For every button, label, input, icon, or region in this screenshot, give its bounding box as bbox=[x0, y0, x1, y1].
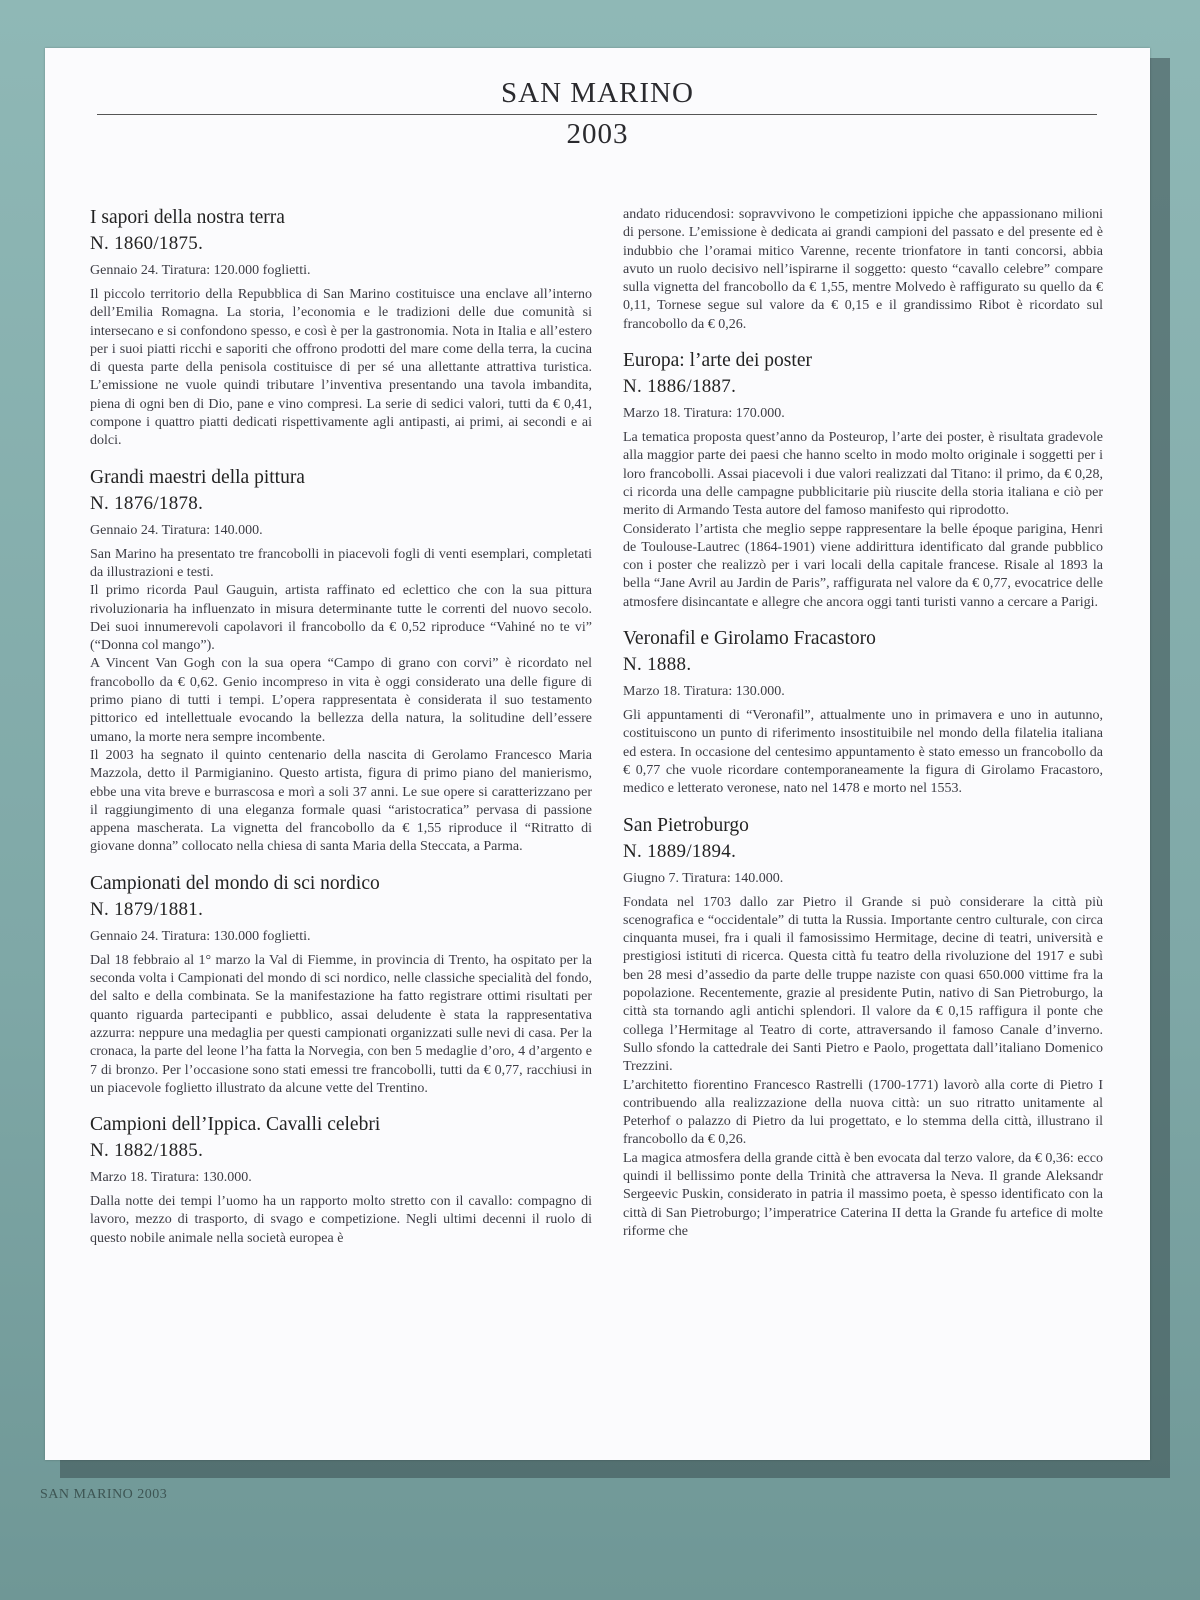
page-title: SAN MARINO bbox=[501, 77, 694, 109]
article-paragraph: La magica atmosfera della grande città è ben evocata dal terzo valore, da € 0,36: ecco quindi il bellissimo ponte della Trinità che attraversa la Neva. Il grande Aleksandr Sergeevic Puskin, considerato in patria il massimo poeta, è spesso identificato con la città di San Pietroburgo; l’imperatrice Caterina II detta la Grande fu artefice di molte riforme che bbox=[623, 1150, 1103, 1239]
page-footer: SAN MARINO 2003 bbox=[40, 1487, 168, 1502]
album-page bbox=[45, 48, 1150, 1460]
catalogue-number: N. 1860/1875. bbox=[90, 233, 204, 254]
issue-info: Gennaio 24. Tiratura: 140.000. bbox=[90, 522, 263, 538]
article-paragraph: Il 2003 ha segnato il quinto centenario della nascita di Gerolamo Francesco Maria Mazzola, detto il Parmigianino. Questo artista, figura di primo piano del manierismo, ebbe una vita breve e burrascosa e morì a soli 37 anni. Le sue opere si caratterizzano per il raggiungimento di una eleganza formale quasi “aristocratica” pervasa di passione appena mascherata. La vignetta del francobollo da € 1,55 riproduce il “Ritratto di giovane donna” collocato nella chiesa di santa Maria della Steccata, a Parma. bbox=[90, 747, 592, 855]
article-paragraph: Considerato l’artista che meglio seppe rappresentare la belle époque parigina, Henri de Toulouse-Lautrec (1864-1901) viene addirittura identificato dal grande pubblico con i poster che realizzò per i vari locali della capitale francese. Risale al 1893 la bella “Jane Avril au Jardin de Paris”, raffigurata nel valore da € 0,77, evocatrice delle atmosfere disincantate e allegre che ancora oggi tanti turisti vanno a cercare a Parigi. bbox=[623, 521, 1103, 610]
article-paragraph: La tematica proposta quest’anno da Posteurop, l’arte dei poster, è risultata gradevole alla maggior parte dei paesi che hanno scelto in modo molto originale i soggetti per i loro francobolli. Assai piacevoli i due valori realizzati dal Titano: il primo, da € 0,28, ci ricorda una delle campagne pubblicitarie più riuscite della storia italiana e ciò per merito di Armando Testa autore del famoso manifesto qui riprodotto. bbox=[623, 430, 1103, 519]
article-title: Campioni dell’Ippica. Cavalli celebri bbox=[90, 1114, 381, 1136]
article-sapori bbox=[90, 205, 592, 451]
right-column bbox=[623, 206, 1103, 1255]
article-title: I sapori della nostra terra bbox=[90, 207, 285, 228]
article-title: Grandi maestri della pittura bbox=[90, 466, 305, 488]
article-sci-nordico bbox=[90, 871, 592, 1098]
article-paragraph: Fondata nel 1703 dallo zar Pietro il Grande si può considerare la città più scenografica e “occidentale” di tutta la Russia. Importante centro culturale, con circa cinquanta musei, fra i quali il famosissimo Hermitage, decine di teatri, università e prestigiosi istituti di ricerca. Questa città fu teatro della rivoluzione del 1917 e subì ben 28 mesi d’assedio da parte delle truppe naziste con quasi 650.000 vittime fra la popolazione. Recentemente, grazie al presidente Putin, nativo di San Pietroburgo, la città sta tornando agli antichi splendori. Il valore da € 0,15 raffigura il ponte che collega l’Hermitage al Teatro di corte, attraversando il famoso Canale d’inverno. Sullo sfondo la cattedrale dei Santi Pietro e Paolo, progettata dall’italiano Domenico Trezzini. bbox=[623, 894, 1103, 1075]
catalogue-number: N. 1888. bbox=[623, 654, 692, 676]
issue-info: Marzo 18. Tiratura: 170.000. bbox=[623, 406, 785, 422]
article-title: Campionati del mondo di sci nordico bbox=[90, 872, 380, 894]
article-title: San Pietroburgo bbox=[623, 814, 749, 836]
article-paragraph: andato riducendosi: sopravvivono le competizioni ippiche che appassionano milioni di persone. L’emissione è dedicata ai grandi campioni del passato e del presente ed è indubbio che l’oramai mitico Varenne, recente trionfatore in tanti concorsi, abbia avuto un ruolo decisivo nell’ispirarne il soggetto: questo “cavallo celebre” compare sulla vignetta del francobollo da € 1,55, mentre Molvedo è raffigurato su quello da € 0,11, Tornese segue sul valore da € 0,15 e il grandissimo Ribot è ricordato sul francobollo da € 0,26. bbox=[623, 207, 1103, 332]
issue-info: Gennaio 24. Tiratura: 120.000 foglietti. bbox=[90, 263, 311, 278]
article-paragraph: Dal 18 febbraio al 1° marzo la Val di Fiemme, in provincia di Trento, ha ospitato per la seconda volta i Campionati del mondo di sci nordico, nelle classiche specialità del fondo, del salto e della combinata. Se la manifestazione ha fatto registrare ottimi risultati per quanto riguarda partecipanti e pubblico, assai deludente è stata la rappresentativa azzurra: neppure una medaglia per questi campionati organizzati sulle nevi di casa. Per la cronaca, la parte del leone l’ha fatta la Norvegia, con ben 5 medaglie d’oro, 4 d’argento e 7 di bronzo. Per l’occasione sono stati emessi tre francobolli, tutti da € 0,77, racchiusi in un piacevole foglietto illustrato da alcune vette del Trentino. bbox=[90, 952, 592, 1096]
issue-info: Marzo 18. Tiratura: 130.000. bbox=[623, 684, 785, 700]
left-column bbox=[90, 205, 592, 1262]
title-divider bbox=[97, 114, 1097, 115]
article-paragraph: Gli appuntamenti di “Veronafil”, attualmente uno in primavera e uno in autunno, costituiscono un punto di riferimento insostituibile nel mondo della filatelia italiana ed estera. In occasione del centesimo appuntamento è stato emesso un francobollo da € 0,77 che vuole ricordare contemporaneamente la figura di Girolamo Fracastoro, medico e letterato veronese, nato nel 1478 e morto nel 1553. bbox=[623, 708, 1103, 797]
page-year: 2003 bbox=[566, 118, 629, 150]
issue-info: Giugno 7. Tiratura: 140.000. bbox=[623, 870, 784, 886]
catalogue-number: N. 1879/1881. bbox=[90, 898, 204, 920]
article-title: Europa: l’arte dei poster bbox=[623, 350, 812, 372]
catalogue-number: N. 1886/1887. bbox=[623, 376, 737, 398]
article-paragraph: Il piccolo territorio della Repubblica di San Marino costituisce una enclave all’interno dell’Emilia Romagna. La storia, l’economia e le tradizioni delle due comunità si intersecano e si confondono spesso, e così è per la gastronomia. Nota in Italia e all’estero per i suoi piatti ricchi e saporiti che offrono prodotti del mare come della terra, la cucina di questa parte della penisola costituisce di per sé una allettante attrattiva turistica. L’emissione ne vuole quindi tributare l’inventiva presentando una tavola imbandita, piena di ogni ben di Dio, pane e vino compresi. La serie di sedici valori, tutti da € 0,41, compone i quattro piatti dedicati rispettivamente agli antipasti, ai primi, ai secondi e ai dolci. bbox=[90, 287, 592, 449]
catalogue-number: N. 1876/1878. bbox=[90, 492, 204, 514]
issue-info: Marzo 18. Tiratura: 130.000. bbox=[90, 1170, 252, 1186]
article-paragraph: Dalla notte dei tempi l’uomo ha un rapporto molto stretto con il cavallo: compagno di lavoro, mezzo di trasporto, di svago e competizione. Negli ultimi decenni il ruolo di questo nobile animale nella società europea è bbox=[90, 1194, 592, 1246]
article-ippica bbox=[90, 1112, 592, 1248]
article-veronafil bbox=[623, 626, 1103, 798]
catalogue-number: N. 1889/1894. bbox=[623, 840, 737, 862]
article-ippica-continued bbox=[623, 206, 1103, 334]
article-pittura bbox=[90, 465, 592, 857]
catalogue-number: N. 1882/1885. bbox=[90, 1140, 204, 1162]
article-title: Veronafil e Girolamo Fracastoro bbox=[623, 628, 876, 650]
article-paragraph: L’architetto fiorentino Francesco Rastrelli (1700-1771) lavorò alla corte di Pietro I contribuendo alla realizzazione della nuova città: un suo ritratto unitamente al Peterhof o palazzo di Pietro da lui progettato, e lo stemma della città, illustrano il francobollo da € 0,26. bbox=[623, 1077, 1103, 1148]
article-paragraph: Il primo ricorda Paul Gauguin, artista raffinato ed eclettico che con la sua pittura rivoluzionaria ha influenzato in misura determinante tutte le correnti del nuovo secolo. Dei suoi innumerevoli capolavori il francobollo da € 0,52 riproduce “Vahiné no te vi” (“Donna col mango”). bbox=[90, 583, 592, 654]
article-paragraph: San Marino ha presentato tre francobolli in piacevoli fogli di venti esemplari, completati da illustrazioni e testi. bbox=[90, 546, 592, 580]
article-paragraph: A Vincent Van Gogh con la sua opera “Campo di grano con corvi” è ricordato nel francobollo da € 0,62. Genio incompreso in vita è oggi considerato una delle figure di primo piano di tutti i tempi. L’opera rappresentata è considerata il suo testamento pittorico ed intellettuale evocando la bellezza della natura, la solitudine dell’essere umano, la morte nera sempre incombente. bbox=[90, 656, 592, 745]
article-europa bbox=[623, 348, 1103, 612]
issue-info: Gennaio 24. Tiratura: 130.000 foglietti. bbox=[90, 928, 311, 944]
article-san-pietroburgo bbox=[623, 813, 1103, 1242]
